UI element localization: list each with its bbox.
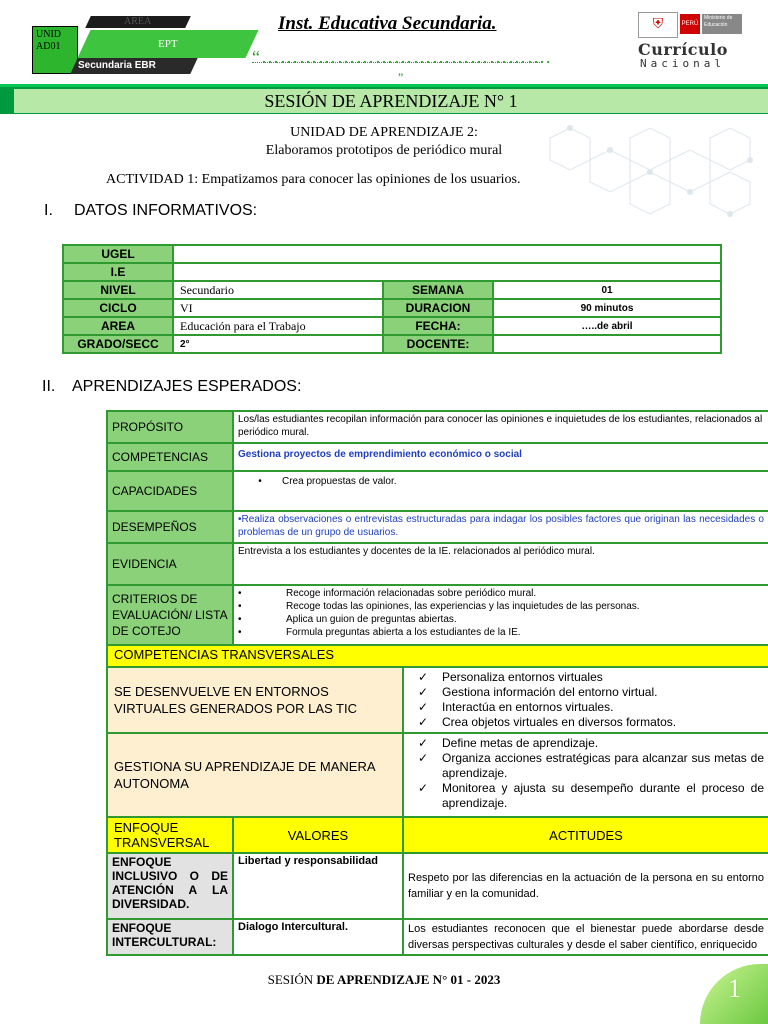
list-item [238,587,764,600]
ugel-label: UGEL [63,245,173,263]
table-row [107,511,768,543]
area-badge: AREA [85,16,191,28]
table-row [107,471,768,511]
capacidades-value [233,471,768,511]
table-row [63,245,721,263]
duracion-label: DURACION [383,299,493,317]
institution-motto: “………………………………………. [252,47,552,67]
aprendizajes-table [106,410,768,956]
actitud-intercultural: Los estudiantes reconocen que el bienestar puede abordarse desde diversas perspectivas culturales y desde el saber científico, enriquecido [403,919,768,955]
section-title: APRENDIZAJES ESPERADOS: [72,378,302,395]
competencias-label: COMPETENCIAS [107,443,233,471]
bullet: • [258,476,262,487]
unit-title-line1: UNIDAD DE APRENDIZAJE 2: [290,125,478,140]
ciclo-label: CICLO [63,299,173,317]
capacidad-text: Interactúa en entornos virtuales. [442,700,614,714]
logo-ministerio: Ministerio de Educación [702,14,742,34]
session-title-band [0,84,768,114]
footer [0,972,768,988]
datos-informativos-table [62,244,722,354]
criterio-text: Recoge información relacionadas sobre periódico mural. [286,588,537,599]
enfoque-header: ENFOQUE TRANSVERSAL [107,817,233,853]
list-item [418,685,764,700]
list-item [418,715,764,730]
capacidad-text: Personaliza entornos virtuales [442,670,603,684]
autonoma-competencia-label: GESTIONA SU APRENDIZAJE DE MANERA AUTONOMA [107,733,403,817]
table-row [63,335,721,353]
bullet: • [238,614,242,625]
valor-libertad: Libertad y responsabilidad [233,853,403,919]
table-row [107,733,768,817]
evidencia-label: EVIDENCIA [107,543,233,585]
list-item [418,700,764,715]
competencias-value: Gestiona proyectos de emprendimiento económico o social [233,443,768,471]
docente-label: DOCENTE: [383,335,493,353]
desempenos-value: •Realiza observaciones o entrevistas estructuradas para indagar los posibles factores que originan las necesidades o problemas de un grupo de usuarios. [233,511,768,543]
list-item [418,781,764,811]
footer-session: DE APRENDIZAJE N° 01 - 2023 [316,972,501,987]
section-number: II. [42,378,56,395]
area-value: Educación para el Trabajo [173,317,383,335]
peru-coat-of-arms-icon: ⛨ [638,12,678,38]
nivel-value: Secundario [173,281,383,299]
proposito-label: PROPÓSITO [107,411,233,443]
ept-badge: EPT [77,30,258,58]
table-row [63,281,721,299]
criterios-label: CRITERIOS DE EVALUACIÓN/ LISTA DE COTEJO [107,585,233,645]
desempenos-label: DESEMPEÑOS [107,511,233,543]
table-row [107,817,768,853]
capacidad-text: Monitorea y ajusta su desempeño durante el proceso de aprendizaje. [442,781,764,810]
table-row [63,263,721,281]
list-item [238,600,764,613]
grado-label: GRADO/SECC [63,335,173,353]
enfoque-inclusivo: ENFOQUE INCLUSIVO O DE ATENCIÓN A LA DIVERSIDAD. [107,853,233,919]
actitud-inclusivo: Respeto por las diferencias en la actuación de la persona en su entorno familiar y en la comunidad. [403,853,768,919]
logo-curriculo: Currículo [638,40,728,59]
list-item [418,670,764,685]
criterio-text: Formula preguntas abierta a los estudiantes de la IE. [286,627,521,638]
ie-label: I.E [63,263,173,281]
grado-value: 2° [173,335,383,353]
duracion-value: 90 minutos [493,299,721,317]
section-number: I. [44,202,53,219]
list-item [418,751,764,781]
area-label: AREA [63,317,173,335]
page-number: 1 [728,974,741,1003]
capacidad-text: Gestiona información del entorno virtual. [442,685,658,699]
semana-value: 01 [493,281,721,299]
capacidades-label: CAPACIDADES [107,471,233,511]
table-row [107,919,768,955]
footer-prefix: SESIÓN [267,972,317,987]
tic-competencia-label: SE DESENVUELVE EN ENTORNOS VIRTUALES GENERADOS POR LAS TIC [107,667,403,733]
ie-value [173,263,721,281]
session-title: SESIÓN DE APRENDIZAJE N° 1 [14,89,768,113]
transversales-heading: COMPETENCIAS TRANSVERSALES [107,645,768,667]
table-row [107,543,768,585]
table-row [107,411,768,443]
table-row [107,585,768,645]
check-icon: ✓ [418,781,429,795]
motto-close-quote: ” [398,70,404,84]
check-icon: ✓ [418,670,429,684]
logo-peru: PERÚ [680,14,700,34]
check-icon: ✓ [418,700,429,714]
table-row [107,667,768,733]
check-icon: ✓ [418,685,429,699]
activity-title: ACTIVIDAD 1: Empatizamos para conocer las opiniones de los usuarios. [106,172,521,187]
docente-value [493,335,721,353]
ugel-value [173,245,721,263]
actitudes-header: ACTITUDES [403,817,768,853]
section-heading-datos [44,202,257,220]
capacidad-text: Define metas de aprendizaje. [442,736,599,750]
nivel-label: NIVEL [63,281,173,299]
table-row [63,299,721,317]
capacidad-text: Organiza acciones estratégicas para alcanzar sus metas de aprendizaje. [442,751,764,780]
evidencia-value: Entrevista a los estudiantes y docentes de la IE. relacionados al periódico mural. [233,543,768,585]
secundaria-badge: Secundaria EBR [70,58,197,74]
section-heading-aprendizajes [42,378,301,396]
proposito-value: Los/las estudiantes recopilan información para conocer las opiniones e inquietudes de los estudiantes, relacionados al periódico mural. [233,411,768,443]
fecha-label: FECHA: [383,317,493,335]
criterio-text: Recoge todas las opiniones, las experiencias y las inquietudes de las personas. [286,601,640,612]
logo-nacional: Nacional [640,57,725,70]
list-item [238,626,764,639]
table-row [107,443,768,471]
unidad-badge: UNID AD01 [32,26,78,74]
bullet: • [238,627,242,638]
table-row [107,853,768,919]
capacidad-text: Crea propuestas de valor. [282,476,397,487]
fecha-value: …..de abril [493,317,721,335]
unit-title-line2: Elaboramos prototipos de periódico mural [265,143,503,158]
check-icon: ✓ [418,736,429,750]
capacidad-text: Crea objetos virtuales en diversos formatos. [442,715,677,729]
motto-underline [252,62,542,63]
section-title: DATOS INFORMATIVOS: [74,202,258,219]
tic-capacidades-list [403,667,768,733]
header-unit-badges [30,16,260,74]
autonoma-capacidades-list [403,733,768,817]
bullet: • [238,601,242,612]
ciclo-value: VI [173,299,383,317]
institution-title: Inst. Educativa Secundaria. [278,13,497,34]
criterio-text: Aplica un guion de preguntas abiertas. [286,614,457,625]
curriculo-nacional-logo [636,12,746,72]
valores-header: VALORES [233,817,403,853]
enfoque-intercultural: ENFOQUE INTERCULTURAL: [107,919,233,955]
check-icon: ✓ [418,715,429,729]
valor-dialogo: Dialogo Intercultural. [233,919,403,955]
unit-title [0,124,768,160]
check-icon: ✓ [418,751,429,765]
table-row [107,645,768,667]
list-item [238,613,764,626]
bullet: • [238,588,242,599]
table-row [63,317,721,335]
criterios-list [233,585,768,645]
list-item [418,736,764,751]
semana-label: SEMANA [383,281,493,299]
